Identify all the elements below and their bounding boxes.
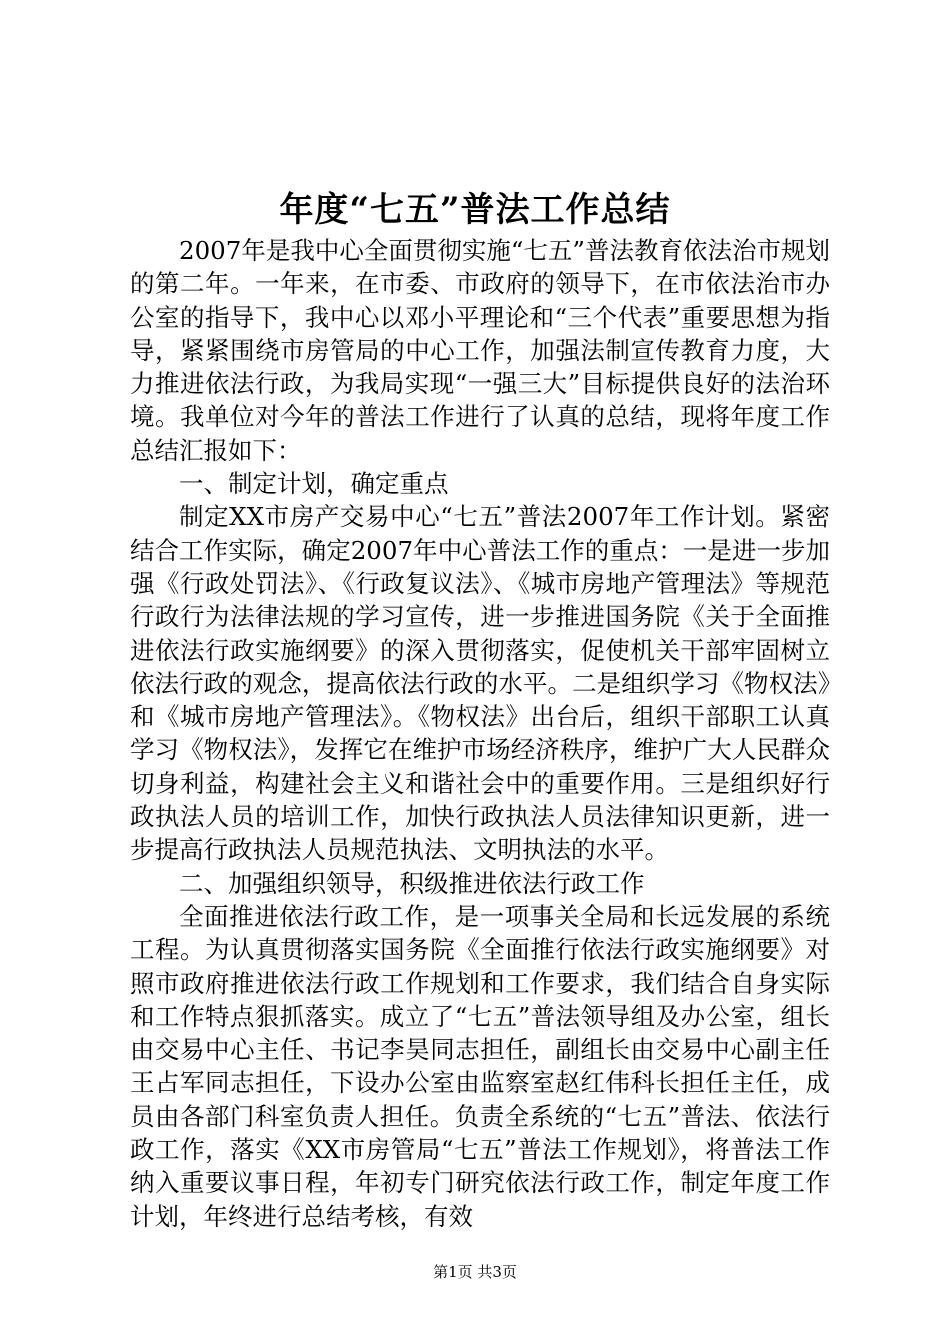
section-1-paragraph: 制定XX市房产交易中心“七五”普法2007年工作计划。紧密结合工作实际，确定2007年中心普法工作的重点：一是进一步加强《行政处罚法》、《行政复议法》、《城市房地产管理法》等规范行政行为法律法规的学习宣传，进一步推进国务院《关于全面推进依法行政实施纲要》的深入贯彻落实，促使机关干部牢固树立依法行政的观念，提高依法行政的水平。二是组织学习《物权法》和《城市房地产管理法》。《物权法》出台后，组织干部职工认真学习《物权法》，发挥它在维护市场经济秩序，维护广大人民群众切身利益，构建社会主义和谐社会中的重要作用。三是组织好行政执法人员的培训工作，加快行政执法人员法律知识更新，进一步提高行政执法人员规范执法、文明执法的水平。 [130, 502, 830, 865]
section-2-paragraph: 全面推进依法行政工作，是一项事关全局和长远发展的系统工程。为认真贯彻落实国务院《全面推行依法行政实施纲要》对照市政府推进依法行政工作规划和工作要求，我们结合自身实际和工作特点狠抓落实。成立了“七五”普法领导组及办公室，组长由交易中心主任、书记李昊同志担任，副组长由交易中心副主任王占军同志担任，下设办公室由监察室赵红伟科长担任主任，成员由各部门科室负责人担任。负责全系统的“七五”普法、依法行政工作，落实《XX市房管局“七五”普法工作规划》，将普法工作纳入重要议事日程，年初专门研究依法行政工作，制定年度工作计划，年终进行总结考核，有效 [130, 901, 830, 1231]
intro-paragraph: 2007年是我中心全面贯彻实施“七五”普法教育依法治市规划的第二年。一年来，在市委、市政府的领导下，在市依法治市办公室的指导下，我中心以邓小平理论和“三个代表”重要思想为指导，紧紧围绕市房管局的中心工作，加强法制宣传教育力度，大力推进依法行政，为我局实现“一强三大”目标提供良好的法治环境。我单位对今年的普法工作进行了认真的总结，现将年度工作总结汇报如下： [130, 236, 830, 465]
page-footer: 第1页 共3页 [433, 1263, 517, 1281]
document-body [130, 234, 830, 1233]
section-heading-1: 一、制定计划，确定重点 [179, 469, 449, 499]
section-heading-2: 二、加强组织领导，积级推进依法行政工作 [179, 868, 645, 898]
document-title: 年度“七五”普法工作总结 [279, 190, 671, 230]
